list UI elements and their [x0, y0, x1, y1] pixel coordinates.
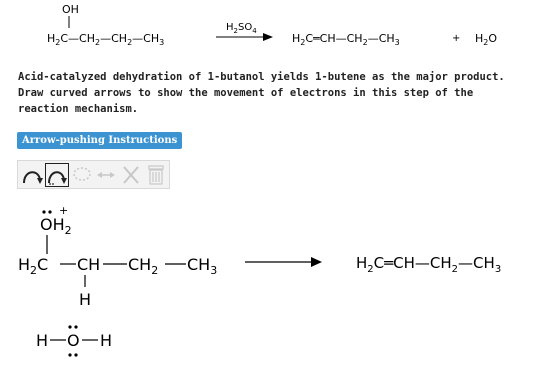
delete-x-icon[interactable]	[119, 163, 143, 187]
chain-ch-label[interactable]: CH	[77, 255, 101, 274]
chain-h2c-label[interactable]: $H_2C$	[18, 255, 49, 277]
water-product: $H_2O$	[475, 32, 498, 47]
water-o-label[interactable]: O	[67, 331, 80, 350]
plus-sign: +	[452, 33, 461, 44]
lone-pair-dot[interactable]	[74, 325, 77, 328]
resize-icon[interactable]	[94, 163, 118, 187]
reagent-label: $H_2SO_4$	[226, 22, 257, 35]
lone-pair-dot[interactable]	[42, 210, 45, 213]
h-below-label[interactable]: H	[79, 290, 92, 309]
positive-charge: +	[59, 204, 69, 217]
mechanism-arrow	[245, 257, 322, 267]
water-h-left[interactable]: H	[36, 331, 49, 350]
arrow-toolbar	[17, 160, 170, 189]
reaction-scheme	[0, 0, 558, 60]
lone-pair-dot[interactable]	[68, 325, 71, 328]
lone-pair-dot[interactable]	[68, 353, 71, 356]
curved-arrow-single-icon[interactable]	[20, 163, 44, 187]
mechanism-product[interactable]: $H_2C═CH—CH_2—CH_3$	[356, 254, 502, 275]
lasso-icon[interactable]	[70, 163, 94, 187]
reaction-arrow	[216, 33, 273, 41]
reactant-chain: $H_2C—CH_2—CH_2—CH_3$	[47, 32, 165, 47]
oxonium-label[interactable]: $OH_2$	[40, 215, 72, 237]
lone-pair-dot[interactable]	[48, 210, 51, 213]
curved-arrow-double-icon[interactable]	[45, 163, 69, 187]
water-h-right[interactable]: H	[100, 331, 113, 350]
lone-pair-dot[interactable]	[74, 353, 77, 356]
trash-icon[interactable]	[144, 163, 168, 187]
oxonium-group[interactable]	[40, 204, 72, 237]
chain-ch2-label[interactable]: $CH_2$	[128, 255, 159, 277]
product-chain: $H_2C═CH—CH_2—CH_3$	[292, 32, 400, 47]
chain-ch3-label[interactable]: $CH_3$	[187, 255, 218, 277]
arrow-pushing-instructions-button[interactable]: Arrow-pushing Instructions	[17, 132, 182, 149]
mechanism-canvas[interactable]	[0, 190, 558, 380]
reactant-oh-label: OH	[62, 3, 79, 16]
question-text: Acid-catalyzed dehydration of 1-butanol yields 1-butene as the major product. Draw curved arrows to show the movement of electrons in this step of the reaction mechanism.	[18, 71, 505, 115]
